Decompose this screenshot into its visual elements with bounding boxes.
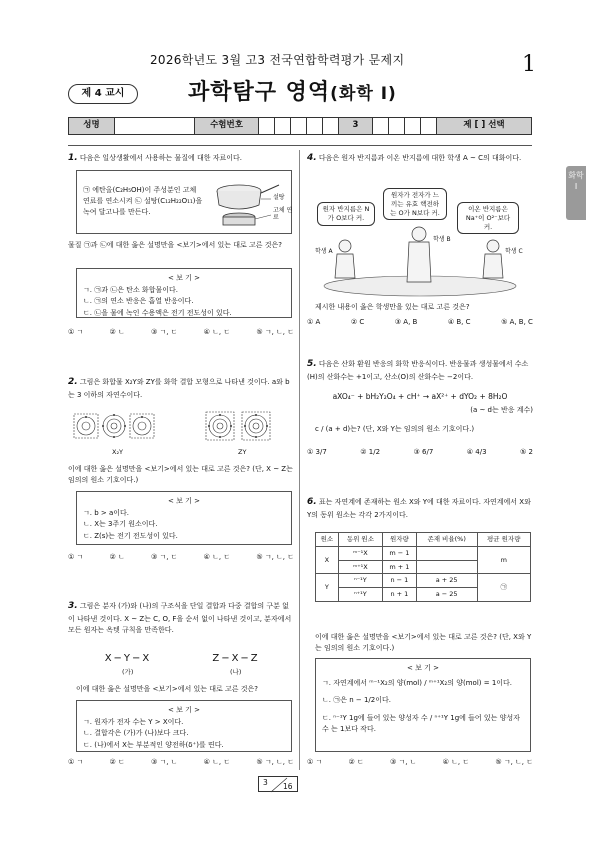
- choice-1[interactable]: ① ㄱ: [68, 758, 84, 766]
- table-cell: [416, 560, 477, 574]
- exam-title: 2026학년도 3월 고3 전국연합학력평가 문제지: [150, 53, 405, 67]
- label-a: (가): [122, 668, 134, 676]
- bond-model-diagram: [70, 408, 294, 452]
- choice-3[interactable]: ③ 6/7: [413, 448, 434, 456]
- equation-note: (a ~ d는 반응 계수): [470, 406, 533, 414]
- student-c-label: 학생 C: [505, 248, 523, 255]
- question-stem: 표는 자연계에 존재하는 원소 X와 Y에 대한 자료이다. 자연계에서 X와 Y의 동위 원소는 각각 2가지이다.: [307, 498, 531, 519]
- question-number: 5.: [307, 359, 317, 369]
- q2-choices: [68, 553, 294, 562]
- isotope-table-wrapper: [315, 532, 531, 602]
- exam-no-label: 수험번호: [195, 118, 259, 134]
- choice-5[interactable]: ⑤ ㄱ, ㄴ, ㄷ: [256, 553, 294, 561]
- bogi-item: ㄱ. 자연계에서 ᵐ⁻¹X₂의 양(mol) / ᵐ⁺¹X₂의 양(mol) = 1이다.: [322, 679, 513, 688]
- question-stem: 다음은 원자 반지름과 이온 반지름에 대한 학생 A ~ C의 대화이다.: [318, 154, 522, 162]
- q2-bogi-box: [76, 491, 292, 545]
- q1-choices: [68, 328, 294, 337]
- q5-question: c / (a + d)는? (단, X와 Y는 임의의 원소 기호이다.): [315, 425, 475, 433]
- bogi-item: ㄱ. ㉠과 ㉡은 탄소 화합물이다.: [83, 286, 178, 295]
- choice-1[interactable]: ① ㄱ: [307, 758, 323, 766]
- name-field[interactable]: [115, 118, 195, 134]
- q3-bogi-box: [76, 700, 292, 752]
- table-cell: m − 1: [383, 546, 417, 560]
- question-6: [307, 496, 533, 521]
- table-row: [316, 574, 531, 588]
- choice-3[interactable]: ③ A, B: [394, 318, 418, 326]
- redox-equation: aXO₄⁻ + bH₂Y₂O₄ + cH⁺ → aX²⁺ + dYO₂ + 8H₂O: [332, 392, 508, 401]
- top-divider: [68, 145, 532, 146]
- speech-bubble-c: 이온 반지름은 Na⁺이 O²⁻보다 커.: [457, 202, 519, 234]
- bogi-title: < 보 기 >: [168, 497, 200, 505]
- question-5: [307, 358, 533, 383]
- name-label: 성명: [69, 118, 115, 134]
- bogi-item: ㄴ. X는 3주기 원소이다.: [83, 520, 158, 529]
- subject-side-tab: 화학 Ⅰ: [566, 166, 586, 220]
- student-a-label: 학생 A: [315, 248, 333, 255]
- table-cell: ㉠: [477, 574, 530, 602]
- bogi-item: ㄷ. (나)에서 X는 부분적인 양전하(δ⁺)를 띤다.: [83, 740, 224, 749]
- choice-4[interactable]: ④ ㄴ, ㄷ: [203, 328, 231, 336]
- choice-5[interactable]: ⑤ 2: [520, 448, 533, 456]
- bogi-item: ㄷ. ⁿ⁻¹Y 1g에 들어 있는 양성자 수 / ⁿ⁺¹Y 1g에 들어 있는 양성자 수 는 1보다 작다.: [322, 713, 520, 733]
- table-cell: n + 1: [383, 588, 417, 602]
- subject-sub: (화학 Ⅰ): [330, 84, 397, 104]
- label-zy: ZY: [238, 448, 247, 456]
- table-cell: m + 1: [383, 560, 417, 574]
- q1-bogi-box: [76, 268, 292, 318]
- q2-question: 이에 대한 옳은 설명만을 <보기>에서 있는 대로 고른 것은? (단, X ~ Z는 임의의 원소 기호이다.): [68, 465, 293, 484]
- page-footer: [258, 776, 298, 792]
- choice-5[interactable]: ⑤ ㄱ, ㄴ, ㄷ: [256, 328, 294, 336]
- choice-5[interactable]: ⑤ ㄱ, ㄴ, ㄷ: [495, 758, 533, 766]
- label-x2y: X₂Y: [112, 448, 124, 456]
- bogi-title: < 보 기 >: [168, 274, 200, 282]
- exam-no-digit[interactable]: [421, 118, 437, 134]
- choice-4[interactable]: ④ ㄴ, ㄷ: [203, 553, 231, 561]
- exam-no-fixed: 3: [339, 118, 373, 134]
- q1-question: 물질 ㉠과 ㉡에 대한 옳은 설명만을 <보기>에서 있는 대로 고른 것은?: [68, 241, 282, 249]
- info-bar: [68, 117, 532, 135]
- bogi-item: ㄴ. ㉠의 연소 반응은 흡열 반응이다.: [83, 297, 194, 306]
- question-stem: 다음은 산화 환원 반응의 화학 반응식이다. 반응물과 생성물에서 수소(H)의 산화수는 +1이고, 산소(O)의 산화수는 −2이다.: [307, 360, 529, 381]
- bogi-title: < 보 기 >: [168, 706, 200, 714]
- choice-1[interactable]: ① 3/7: [307, 448, 327, 456]
- bogi-item: ㄱ. b > a이다.: [83, 509, 130, 518]
- choice-1[interactable]: ① ㄱ: [68, 553, 84, 561]
- speech-bubble-b: 원자가 전자가 느끼는 유효 핵전하는 O가 N보다 커.: [383, 188, 447, 220]
- table-cell: ⁿ⁺¹Y: [338, 588, 382, 602]
- exam-no-digit[interactable]: [389, 118, 405, 134]
- bogi-item: ㄴ. ㉠은 n − 1/2이다.: [322, 696, 391, 705]
- exam-no-digit[interactable]: [405, 118, 421, 134]
- choice-2[interactable]: ② ㄴ: [109, 328, 125, 336]
- exam-no-digit[interactable]: [373, 118, 389, 134]
- choice-5[interactable]: ⑤ A, B, C: [501, 318, 533, 326]
- choice-3[interactable]: ③ ㄱ, ㄴ: [150, 758, 178, 766]
- bogi-item: ㄴ. 결합각은 (가)가 (나)보다 크다.: [83, 729, 189, 738]
- question-number: 2.: [68, 377, 78, 387]
- choice-2[interactable]: ② 1/2: [360, 448, 381, 456]
- table-cell: ᵐ⁻¹X: [338, 546, 382, 560]
- choice-1[interactable]: ① ㄱ: [68, 328, 84, 336]
- q3-question: 이에 대한 옳은 설명만을 <보기>에서 있는 대로 고른 것은?: [76, 685, 259, 693]
- q6-choices: [307, 758, 533, 767]
- page-number: 1: [522, 52, 536, 77]
- q4-dialogue-illustration: [307, 178, 533, 298]
- choice-1[interactable]: ① A: [307, 318, 321, 326]
- bogi-item: ㄷ. Z(s)는 전기 전도성이 있다.: [83, 531, 178, 540]
- exam-no-digit[interactable]: [259, 118, 275, 134]
- question-stem: 그림은 분자 (가)와 (나)의 구조식을 단일 결합과 다중 결합의 구분 없이 나타낸 것이다. X ~ Z는 C, O, F을 순서 없이 나타낸 것이고, 분자에서 모든 원자는 옥텟 규칙을 만족한다.: [68, 602, 292, 634]
- choice-2[interactable]: ② C: [350, 318, 365, 326]
- q4-question: 제시한 내용이 옳은 학생만을 있는 대로 고른 것은?: [315, 303, 470, 311]
- q4-choices: [307, 318, 533, 327]
- choice-5[interactable]: ⑤ ㄱ, ㄴ, ㄷ: [256, 758, 294, 766]
- question-4: [307, 152, 533, 166]
- question-stem: 그림은 화합물 X₂Y와 ZY를 화학 결합 모형으로 나타낸 것이다. a와 b는 3 이하의 자연수이다.: [68, 378, 290, 399]
- table-header: 평균 원자량: [477, 533, 530, 547]
- q3-choices: [68, 758, 294, 767]
- question-stem: 다음은 일상생활에서 사용하는 물질에 대한 자료이다.: [79, 154, 243, 162]
- question-2: [68, 376, 294, 401]
- question-3: [68, 600, 294, 636]
- subject-main: 과학탐구 영역: [188, 80, 331, 105]
- question-number: 4.: [307, 153, 317, 163]
- q5-choices: [307, 448, 533, 457]
- footer-total: 16: [283, 782, 293, 791]
- choice-2[interactable]: ② ㄴ: [109, 553, 125, 561]
- exam-no-digit[interactable]: [323, 118, 339, 134]
- q6-question: 이에 대한 옳은 설명만을 <보기>에서 있는 대로 고른 것은? (단, X와 Y는 임의의 원소 기호이다.): [315, 633, 532, 652]
- subject-title: [188, 78, 397, 108]
- table-cell: X: [316, 546, 339, 574]
- question-number: 6.: [307, 497, 317, 507]
- choice-3[interactable]: ③ ㄱ, ㄴ: [389, 758, 417, 766]
- question-number: 1.: [68, 153, 78, 163]
- formula-a: X−Y−X: [104, 653, 152, 664]
- choice-4[interactable]: ④ ㄴ, ㄷ: [442, 758, 470, 766]
- bogi-title: < 보 기 >: [407, 664, 439, 672]
- footer-current: 3: [263, 778, 268, 787]
- choice-2[interactable]: ② ㄷ: [348, 758, 364, 766]
- period-badge: 제 4 교시: [68, 84, 138, 104]
- choice-3[interactable]: ③ ㄱ, ㄷ: [150, 553, 178, 561]
- choice-4[interactable]: ④ B, C: [447, 318, 471, 326]
- table-header: 원자량: [383, 533, 417, 547]
- table-cell: a + 25: [416, 574, 477, 588]
- table-header: 원소: [316, 533, 339, 547]
- exam-no-digit[interactable]: [275, 118, 291, 134]
- label-sugar: 설탕: [273, 194, 285, 201]
- choice-label: 제 [ ] 선택: [437, 118, 531, 134]
- choice-2[interactable]: ② ㄷ: [109, 758, 125, 766]
- table-cell: ⁿ⁻¹Y: [338, 574, 382, 588]
- table-row: [316, 546, 531, 560]
- bogi-item: ㄱ. 원자가 전자 수는 Y > X이다.: [83, 718, 184, 727]
- column-divider: [299, 150, 300, 770]
- q1-material-box: [76, 170, 292, 234]
- table-cell: Y: [316, 574, 339, 602]
- table-cell: [416, 546, 477, 560]
- q1-box-text: ㉠ 에탄올(C₂H₅OH)이 주성분인 고체 연료를 연소시켜 ㉡ 설탕(C₁₂H₂₂O₁₁)을 녹여 달고나를 만든다.: [83, 186, 203, 217]
- table-header: 존재 비율(%): [416, 533, 477, 547]
- exam-no-digit[interactable]: [307, 118, 323, 134]
- question-1: [68, 152, 294, 166]
- table-cell: n − 1: [383, 574, 417, 588]
- label-b: (나): [230, 668, 242, 676]
- table-cell: a − 25: [416, 588, 477, 602]
- label-fuel: 고체 연료: [273, 207, 293, 222]
- speech-bubble-a: 원자 반지름은 N가 O보다 커.: [317, 202, 375, 226]
- choice-3[interactable]: ③ ㄱ, ㄷ: [150, 328, 178, 336]
- isotope-table: [315, 532, 531, 602]
- bogi-item: ㄷ. ㉡을 물에 녹인 수용액은 전기 전도성이 있다.: [83, 308, 232, 317]
- choice-4[interactable]: ④ ㄴ, ㄷ: [203, 758, 231, 766]
- table-cell: m: [477, 546, 530, 574]
- choice-4[interactable]: ④ 4/3: [466, 448, 487, 456]
- q6-bogi-box: [315, 658, 531, 752]
- formula-b: Z−X−Z: [212, 653, 260, 664]
- exam-no-digit[interactable]: [291, 118, 307, 134]
- student-b-label: 학생 B: [433, 236, 451, 243]
- table-header: 동위 원소: [338, 533, 382, 547]
- question-number: 3.: [68, 601, 78, 611]
- table-cell: ᵐ⁺¹X: [338, 560, 382, 574]
